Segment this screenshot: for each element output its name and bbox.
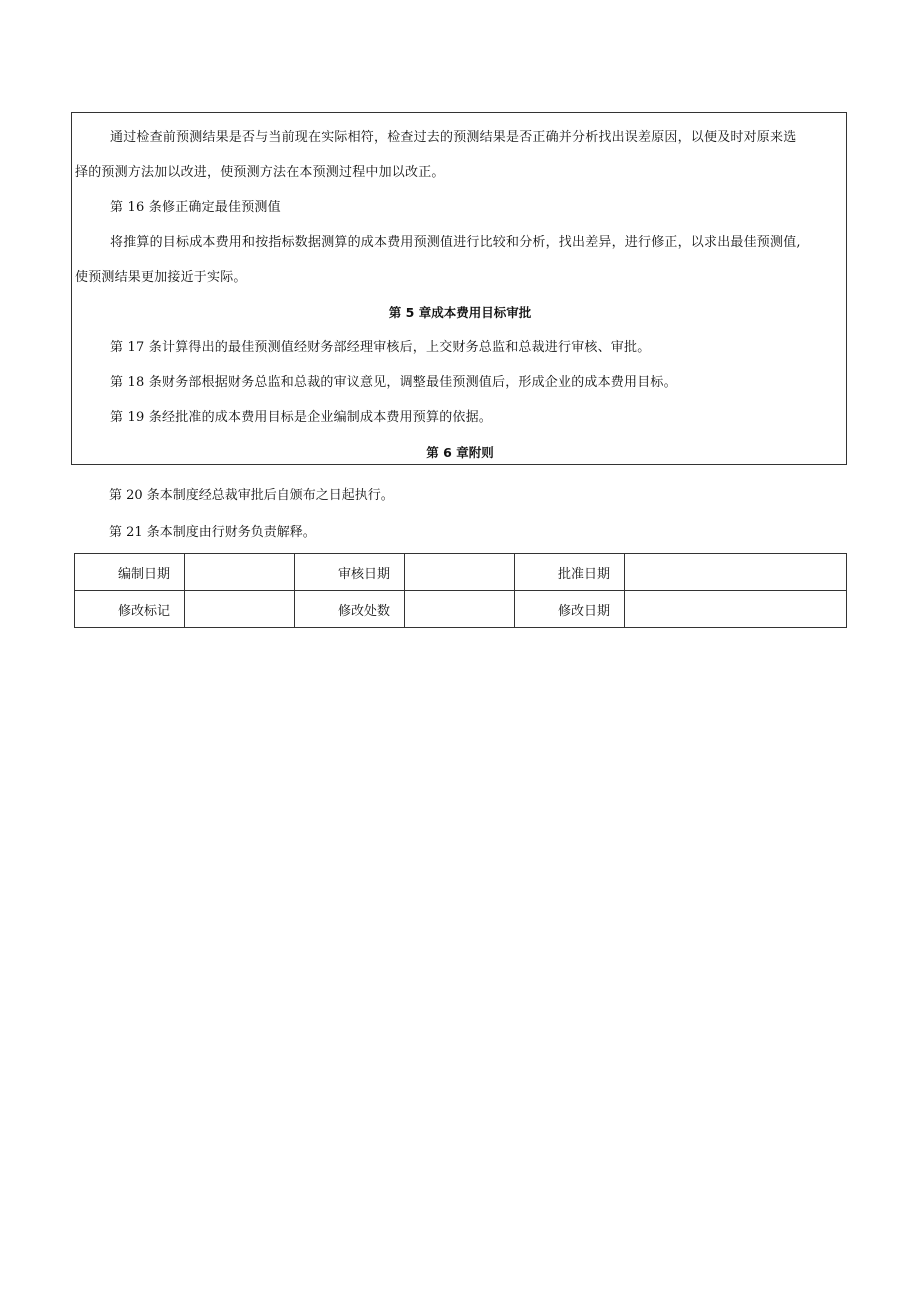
article-20: 第 20 条本制度经总裁审批后自颁布之日起执行。 [109,488,394,503]
article-17: 第 17 条计算得出的最佳预测值经财务部经理审核后，上交财务总监和总裁进行审核、审批。 [110,340,651,355]
prepared-date-label: 编制日期 [75,554,185,591]
chapter-5-heading: 第 5 章成本费用目标审批 [388,305,532,320]
revision-count-field[interactable] [405,591,515,628]
paragraph-review-line1: 通过检查前预测结果是否与当前现在实际相符，检查过去的预测结果是否正确并分析找出误差原因，以便及时对原来选 [110,130,797,145]
article-21: 第 21 条本制度由行财务负责解释。 [109,525,316,540]
article-16: 第 16 条修正确定最佳预测值 [110,200,281,215]
article-18: 第 18 条财务部根据财务总监和总裁的审议意见，调整最佳预测值后，形成企业的成本费用目标。 [110,375,677,390]
table-row [75,591,847,628]
article-19: 第 19 条经批准的成本费用目标是企业编制成本费用预算的依据。 [110,410,493,425]
revision-mark-label: 修改标记 [75,591,185,628]
table-row [75,554,847,591]
reviewed-date-label: 审核日期 [295,554,405,591]
signoff-table [74,553,847,628]
policy-content-box [71,112,847,465]
approved-date-label: 批准日期 [515,554,625,591]
paragraph-compare-line1: 将推算的目标成本费用和按指标数据测算的成本费用预测值进行比较和分析，找出差异，进行修正，以求出最佳预测值, [110,235,801,250]
paragraph-review-line2: 择的预测方法加以改进，使预测方法在本预测过程中加以改正。 [75,165,445,180]
paragraph-compare-line2: 使预测结果更加接近于实际。 [75,270,247,285]
revision-count-label: 修改处数 [295,591,405,628]
reviewed-date-field[interactable] [405,554,515,591]
prepared-date-field[interactable] [185,554,295,591]
revision-mark-field[interactable] [185,591,295,628]
chapter-6-heading: 第 6 章附则 [426,445,494,460]
revision-date-field[interactable] [625,591,847,628]
revision-date-label: 修改日期 [515,591,625,628]
approved-date-field[interactable] [625,554,847,591]
